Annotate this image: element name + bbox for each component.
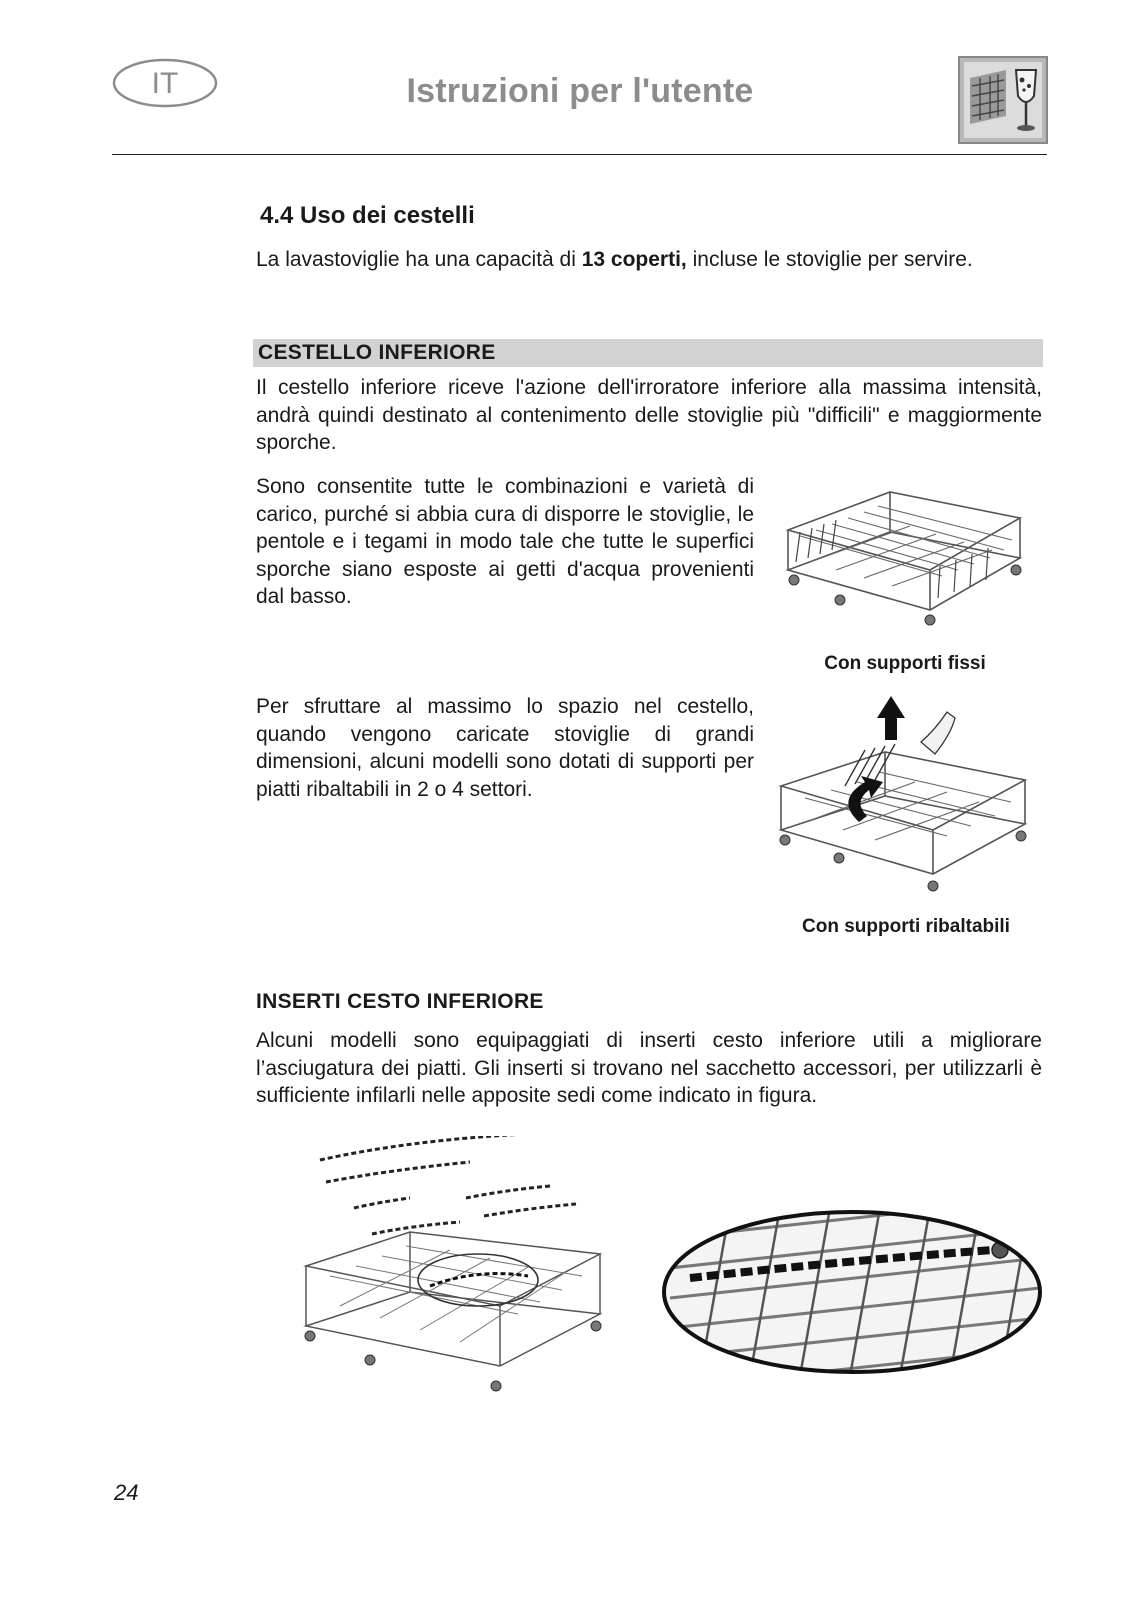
caption-foldable-supports: Con supporti ribaltabili — [802, 916, 1010, 937]
section-title: 4.4 Uso dei cestelli — [260, 202, 475, 229]
lower-basket-foldable-supports-illustration — [775, 690, 1037, 900]
page-header-title: Istruzioni per l'utente — [406, 72, 754, 110]
intro-text: La lavastoviglie ha una capacità di — [256, 248, 582, 271]
foldable-supports-paragraph: Per sfruttare al massimo lo spazio nel cestello, quando vengono caricate stoviglie di grandi dimensioni, alcuni modelli sono dotati di supporti per piatti ribaltabili in 2 o 4 settori. — [256, 695, 754, 801]
page-number: 24 — [114, 1480, 139, 1505]
intro-text-end: incluse le stoviglie per servire. — [686, 248, 973, 271]
language-code: IT — [151, 67, 179, 100]
lower-basket-paragraph: Il cestello inferiore riceve l'azione dell'irroratore inferiore alla massima intensità, andrà quindi destinato al contenimento delle stoviglie più "difficili" e maggiormente sporche. — [256, 376, 1042, 454]
dishwasher-glass-icon — [958, 56, 1048, 144]
inserts-paragraph: Alcuni modelli sono equipaggiati di inserti cesto inferiore utili a migliorare l’asciugatura dei piatti. Gli inserti si trovano nel sacchetto accessori, per utilizzarli è sufficiente infilarli nelle apposite sedi come indicato in figura. — [256, 1029, 1042, 1107]
load-combinations-paragraph: Sono consentite tutte le combinazioni e varietà di carico, purché si abbia cura di disporre le stoviglie, le pentole e i tegami in modo tale che tutte le superfici sporche siano esposte ai getti d'acqua provenienti dal basso. — [256, 475, 754, 608]
header-divider — [112, 154, 1047, 155]
intro-paragraph — [256, 246, 1034, 274]
basket-inserts-exploded-illustration — [300, 1136, 610, 1408]
lower-basket-fixed-supports-illustration — [780, 470, 1030, 640]
inserts-heading: INSERTI CESTO INFERIORE — [256, 990, 544, 1013]
language-badge — [112, 58, 218, 108]
intro-capacity: 13 coperti, — [581, 248, 687, 271]
lower-basket-heading: CESTELLO INFERIORE — [258, 341, 496, 364]
insert-closeup-illustration — [660, 1208, 1044, 1376]
caption-fixed-supports: Con supporti fissi — [824, 653, 986, 674]
language-badge-shape — [112, 58, 218, 108]
